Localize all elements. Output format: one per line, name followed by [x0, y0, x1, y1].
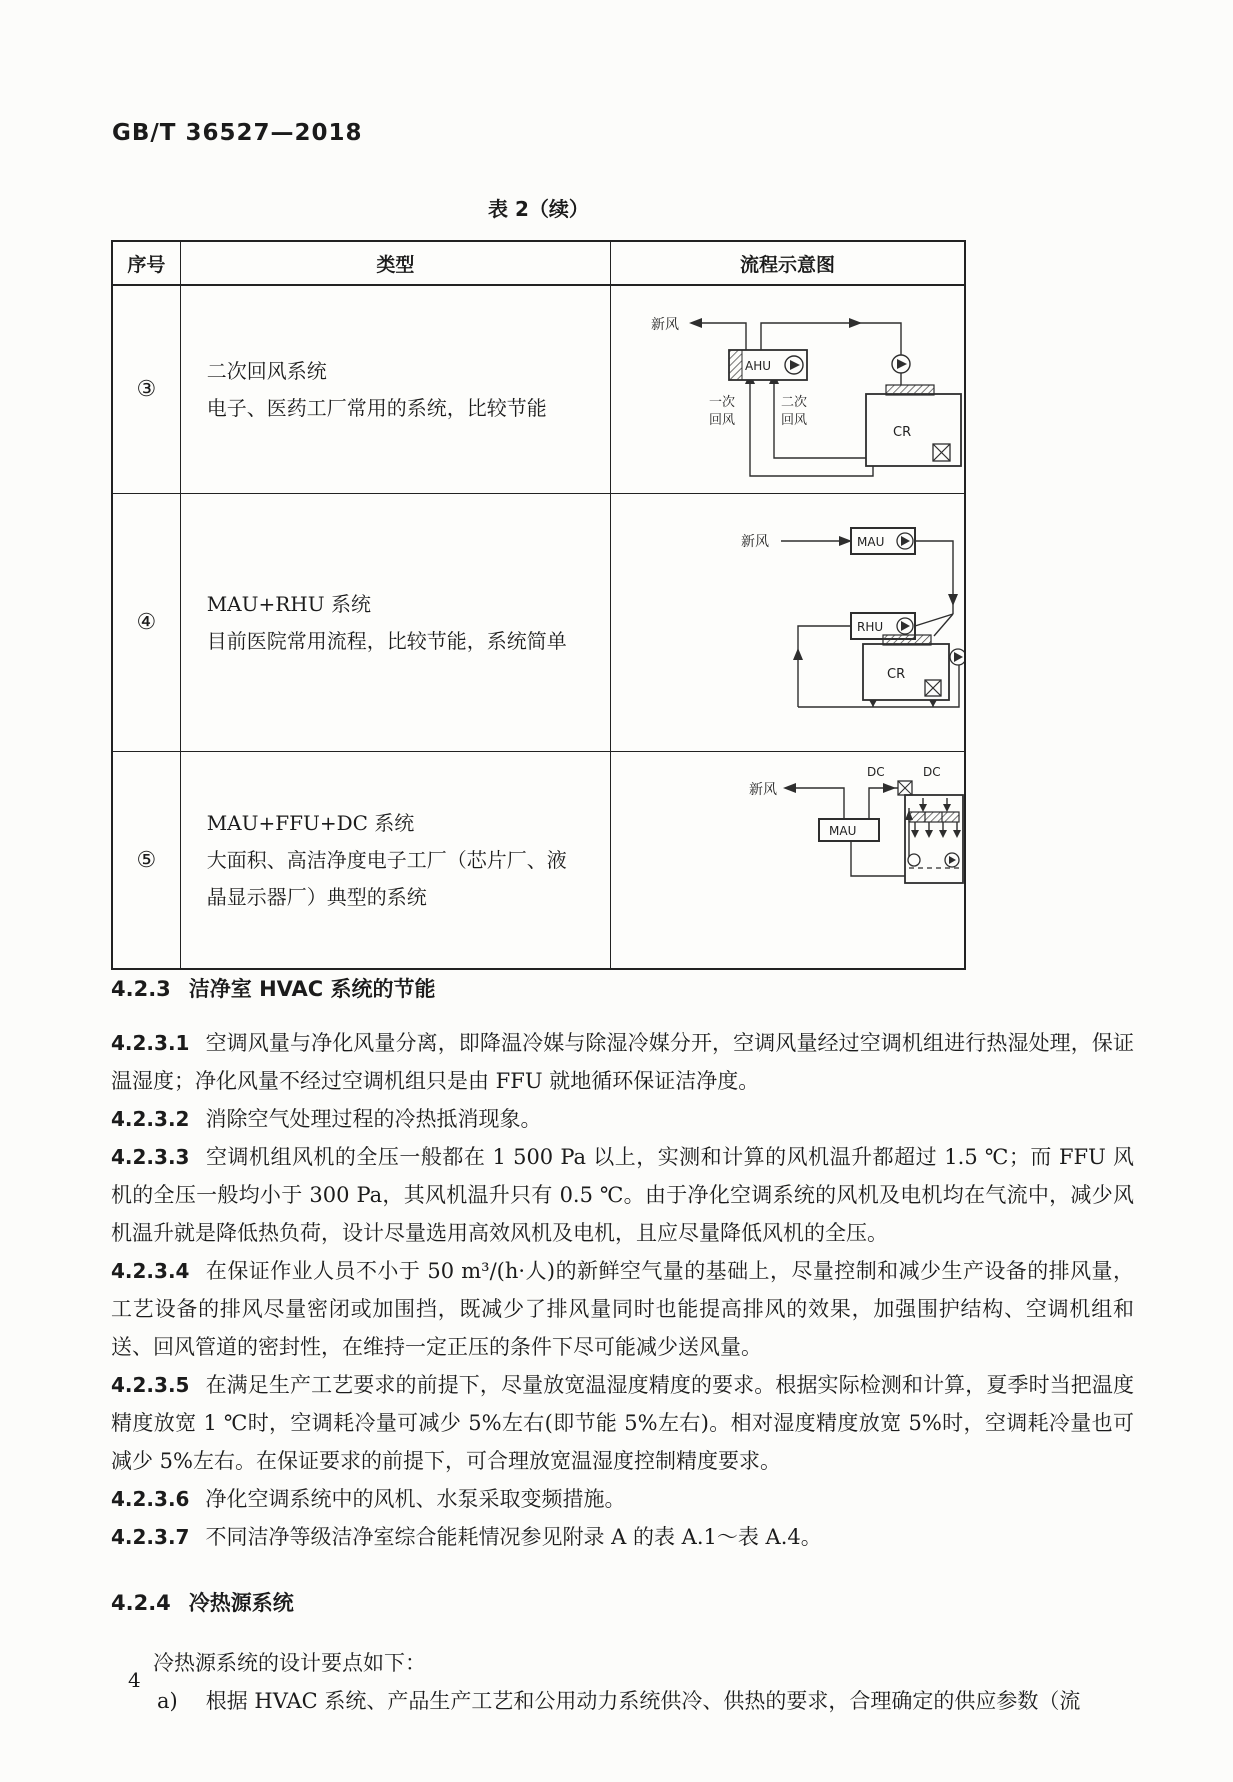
- table-title: 表 2（续）: [488, 197, 589, 221]
- type-desc: 目前医院常用流程，比较节能，系统简单: [206, 628, 567, 653]
- intro-line: 冷热源系统的设计要点如下：: [153, 1651, 426, 1675]
- clause-4-2-3-4: 4.2.3.4 在保证作业人员不小于 50 m³/(h·人)的新鲜空气量的基础上，尽量控制和减少生产设备的排风量，工艺设备的排风尽量密闭或加围挡，既减少了排风量同时也能提高排风的效果，加强围护结构、空调机组和送、回风管道的密封性，在维持一定正压的条件下尽可能减少送风量。: [111, 1259, 1134, 1359]
- row-diagram-cell: [611, 286, 964, 493]
- col-header-index: 序号: [113, 242, 181, 284]
- supply-fan: [892, 355, 910, 373]
- row-type-cell: [181, 752, 611, 968]
- mau-box: [851, 528, 915, 554]
- row-index-cell: ③: [113, 286, 181, 493]
- cr-label: CR: [887, 667, 906, 682]
- cleanroom-box: [863, 635, 949, 700]
- primary-return-label: 一次: [709, 395, 736, 410]
- arrow-down-icon: [948, 594, 958, 606]
- table-row: [113, 286, 964, 494]
- damper-icon: [933, 444, 950, 461]
- arrow-right-icon: [849, 318, 862, 328]
- row-index-cell: ④: [113, 494, 181, 751]
- type-name: MAU+FFU+DC 系统: [206, 810, 415, 835]
- clause-4-2-3-7: 4.2.3.7 不同洁净等级洁净室综合能耗情况参见附录 A 的表 A.1～表 A.4。: [111, 1525, 822, 1549]
- mau-label: MAU: [857, 535, 885, 549]
- row-diagram-cell: [611, 752, 964, 968]
- arrow-up-icon: [793, 648, 803, 660]
- row-type-cell: [181, 494, 611, 751]
- col-header-type: 类型: [181, 242, 611, 284]
- svg-text:回风: 回风: [709, 413, 736, 428]
- fresh-air-label: 新风: [651, 317, 679, 333]
- rhu-label: RHU: [857, 620, 884, 634]
- col-header-diagram: 流程示意图: [739, 253, 835, 276]
- table-header-row: [113, 242, 964, 286]
- row-diagram-cell: [611, 494, 964, 751]
- page-number: 4: [128, 1668, 141, 1692]
- clause-4-2-3-2: 4.2.3.2 消除空气处理过程的冷热抵消现象。: [111, 1107, 542, 1131]
- damper-icon: [898, 781, 912, 795]
- type-name: 二次回风系统: [206, 358, 327, 383]
- diagram-mau-ffu-dc-system: [611, 752, 964, 968]
- svg-text:回风: 回风: [781, 413, 808, 428]
- row-index-cell: ⑤: [113, 752, 181, 968]
- diagram-mau-rhu-system: [611, 494, 964, 751]
- section-heading-4-2-4: 4.2.4 冷热源系统: [111, 1591, 294, 1615]
- arrow-right-icon: [883, 783, 896, 793]
- arrow-down-icon: [911, 830, 919, 838]
- arrow-down-icon: [925, 830, 933, 838]
- arrow-down-icon: [943, 804, 951, 812]
- dc-label: DC: [923, 765, 941, 779]
- damper-icon: [925, 680, 941, 696]
- table-row: [113, 752, 964, 968]
- type-desc: 大面积、高洁净度电子工厂（芯片厂、液晶显示器厂）典型的系统: [206, 847, 567, 909]
- cleanroom-box: [866, 385, 961, 466]
- arrow-left-icon: [689, 318, 702, 328]
- diagram-secondary-return-system: [611, 286, 964, 493]
- coil-icon: [729, 350, 742, 380]
- cleanroom-box: [905, 795, 963, 883]
- fresh-air-label: 新风: [741, 534, 769, 550]
- table-2-continued: [111, 240, 966, 970]
- ffu-filter-icon: [909, 812, 959, 822]
- mau-box: [819, 819, 879, 841]
- mau-label: MAU: [829, 824, 857, 838]
- body-text: [111, 970, 1134, 1720]
- clause-4-2-3-5: 4.2.3.5 在满足生产工艺要求的前提下，尽量放宽温湿度精度的要求。根据实际检测和计算，夏季时当把温度精度放宽 1 ℃时，空调耗冷量可减少 5%左右(即节能 5%左右)。相对湿度精度放宽 5%时，空调耗冷量也可减少 5%左右。在保证要求的前提下，可合理放宽温湿度控制精度要求。: [111, 1373, 1134, 1473]
- clause-4-2-3-3: 4.2.3.3 空调机组风机的全压一般都在 1 500 Pa 以上，实测和计算的风机温升都超过 1.5 ℃；而 FFU 风机的全压一般均小于 300 Pa，其风机温升只有 0.5 ℃。由于净化空调系统的风机及电机均在气流中，减少风机温升就是降低热负荷，设计尽量选用高效风机及电机，且应尽量降低风机的全压。: [111, 1145, 1134, 1245]
- arrow-down-icon: [939, 830, 947, 838]
- dc-label: DC: [867, 765, 885, 779]
- cr-label: CR: [893, 425, 912, 440]
- list-item-a: a) 根据 HVAC 系统、产品生产工艺和公用动力系统供冷、供热的要求，合理确定的供应参数（流: [157, 1689, 1081, 1713]
- ahu-label: AHU: [745, 359, 772, 373]
- filter-icon: [883, 635, 931, 645]
- filter-icon: [886, 385, 934, 395]
- arrow-down-icon: [953, 830, 961, 838]
- table-row: [113, 494, 964, 752]
- clause-4-2-3-1: 4.2.3.1 空调风量与净化风量分离，即降温冷媒与除湿冷媒分开，空调风量经过空调机组进行热湿处理，保证温湿度；净化风量不经过空调机组只是由 FFU 就地循环保证洁净度。: [111, 1031, 1134, 1093]
- type-desc: 电子、医药工厂常用的系统，比较节能: [206, 395, 547, 420]
- arrow-down-icon: [919, 804, 927, 812]
- secondary-return-label: 二次: [781, 395, 808, 410]
- type-name: MAU+RHU 系统: [206, 591, 371, 616]
- arrow-left-icon: [783, 783, 796, 793]
- sensor-icon: [908, 854, 920, 866]
- ahu-box: [729, 350, 807, 380]
- standard-number: GB/T 36527—2018: [112, 120, 363, 146]
- section-heading-4-2-3: 4.2.3 洁净室 HVAC 系统的节能: [111, 977, 436, 1001]
- fresh-air-label: 新风: [749, 782, 777, 798]
- clause-4-2-3-6: 4.2.3.6 净化空调系统中的风机、水泵采取变频措施。: [111, 1487, 626, 1511]
- row-type-cell: [181, 286, 611, 493]
- exhaust-fan: [950, 649, 964, 665]
